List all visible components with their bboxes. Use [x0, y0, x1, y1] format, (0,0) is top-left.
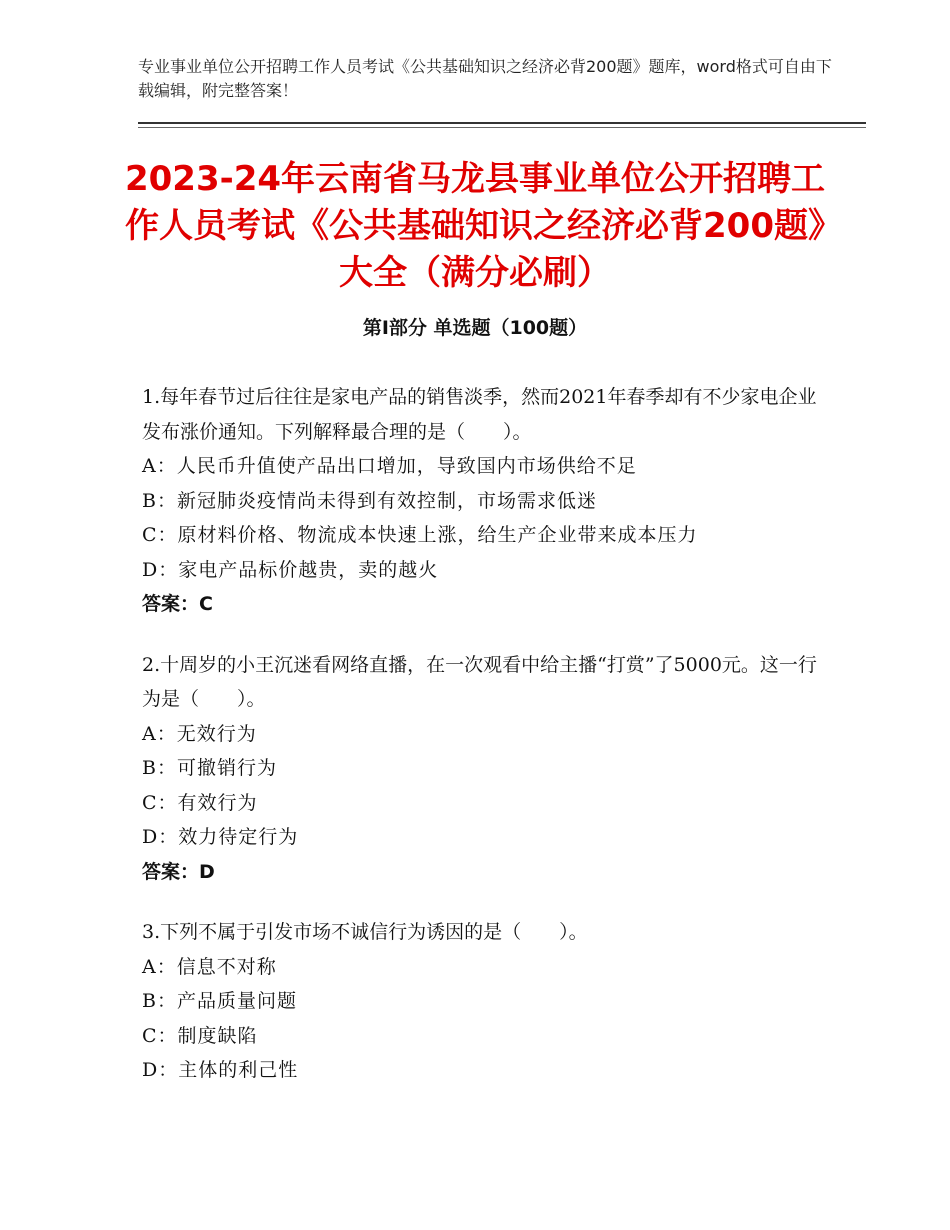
- section-heading: 第Ⅰ部分 单选题（100题）: [362, 317, 588, 339]
- option-b: B：可撤销行为: [142, 757, 277, 779]
- option-a: A：信息不对称: [142, 955, 277, 978]
- question-stem: 2.十周岁的小王沉迷看网络直播，在一次观看中给主播“打赏”了5000元。这一行为是（ ）。: [142, 653, 817, 710]
- question-item: [142, 380, 822, 622]
- option-a: A：人民币升值使产品出口增加，导致国内市场供给不足: [142, 455, 637, 477]
- answer-line: 答案：D: [142, 860, 215, 883]
- option-b: B：产品质量问题: [142, 990, 297, 1012]
- option-c: C：有效行为: [142, 791, 258, 814]
- header-rule-thick: [138, 122, 866, 124]
- question-item: [142, 648, 822, 890]
- document-title: 2023-24年云南省马龙县事业单位公开招聘工作人员考试《公共基础知识之经济必背200题》大全（满分必刷）: [124, 159, 826, 293]
- header-rule-thin: [138, 127, 866, 128]
- option-a: A：无效行为: [142, 722, 257, 745]
- question-list: [142, 380, 822, 1114]
- option-c: C：制度缺陷: [142, 1024, 258, 1047]
- option-d: D：效力待定行为: [142, 826, 299, 848]
- option-b: B：新冠肺炎疫情尚未得到有效控制，市场需求低迷: [142, 489, 597, 512]
- option-c: C：原材料价格、物流成本快速上涨，给生产企业带来成本压力: [142, 524, 698, 546]
- option-d: D：家电产品标价越贵，卖的越火: [142, 558, 439, 581]
- question-stem: 1.每年春节过后往往是家电产品的销售淡季，然而2021年春季却有不少家电企业发布涨价通知。下列解释最合理的是（ ）。: [142, 386, 817, 443]
- header-note: 专业事业单位公开招聘工作人员考试《公共基础知识之经济必背200题》题库，word格式可自由下载编辑，附完整答案！: [138, 57, 832, 100]
- question-item: [142, 915, 822, 1088]
- answer-line: 答案：C: [142, 593, 213, 615]
- option-d: D：主体的利己性: [142, 1059, 299, 1081]
- question-stem: 3.下列不属于引发市场不诚信行为诱因的是（ ）。: [142, 921, 588, 943]
